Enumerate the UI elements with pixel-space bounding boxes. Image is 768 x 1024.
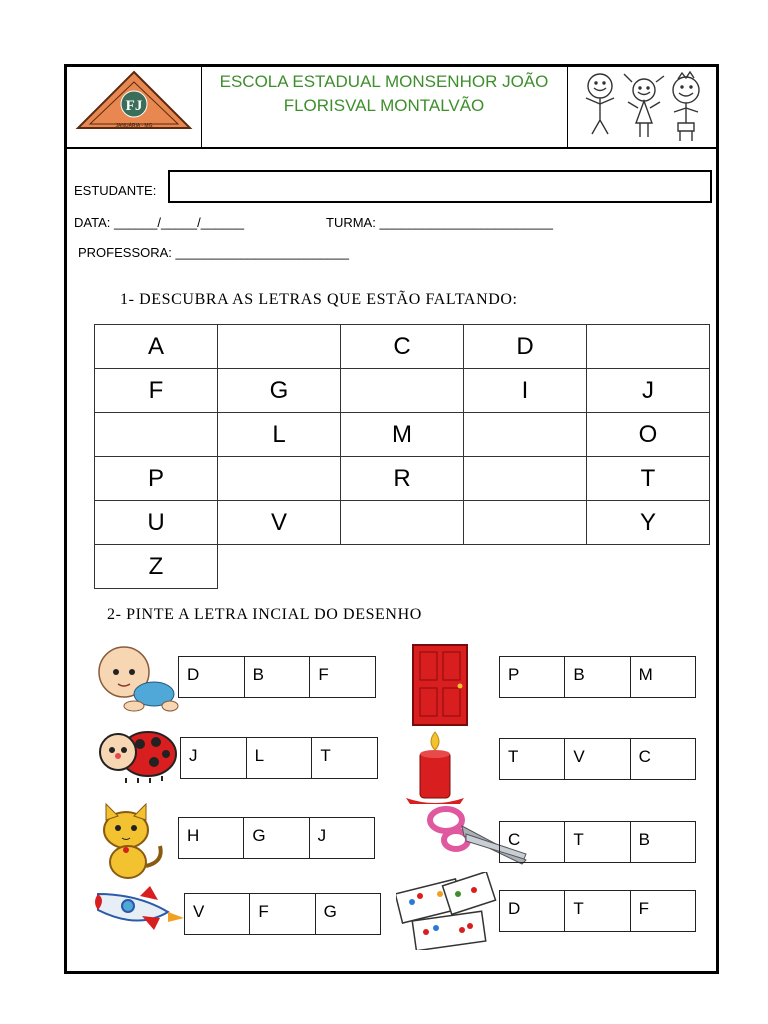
letter-option[interactable]: J xyxy=(317,826,327,845)
letter-option[interactable]: G xyxy=(244,818,309,858)
grid-cell: I xyxy=(464,369,587,413)
cat-icon xyxy=(98,800,168,880)
grid-empty xyxy=(587,545,710,589)
letter-option[interactable]: B xyxy=(565,657,630,697)
letter-option[interactable]: T xyxy=(500,739,565,779)
letter-option[interactable]: T xyxy=(320,746,331,765)
grid-row xyxy=(95,325,710,369)
grid-row xyxy=(95,457,710,501)
grid-cell[interactable] xyxy=(464,457,587,501)
grid-cell: T xyxy=(587,457,710,501)
grid-cell: M xyxy=(341,413,464,457)
date-label: DATA: ______/_____/______ xyxy=(74,215,245,230)
student-label: ESTUDANTE: xyxy=(74,183,157,198)
grid-cell: V xyxy=(218,501,341,545)
grid-cell[interactable] xyxy=(95,413,218,457)
logo-initials: FJ xyxy=(125,98,143,114)
letter-choice-box xyxy=(499,821,696,863)
letter-option[interactable]: H xyxy=(179,818,244,858)
letter-choice-box xyxy=(178,656,376,698)
grid-cell: P xyxy=(95,457,218,501)
letter-choice-box xyxy=(499,890,696,932)
header-divider-left xyxy=(201,67,202,147)
letter-option[interactable]: M xyxy=(638,665,653,684)
grid-cell: L xyxy=(218,413,341,457)
teacher-label: PROFESSORA: ________________________ xyxy=(78,245,350,260)
letter-option[interactable]: T xyxy=(565,822,630,862)
letter-choice-box xyxy=(499,738,696,780)
grid-cell[interactable] xyxy=(218,457,341,501)
letter-option[interactable]: C xyxy=(638,747,651,766)
letter-option[interactable]: C xyxy=(500,822,565,862)
grid-cell[interactable] xyxy=(341,369,464,413)
grid-cell: D xyxy=(464,325,587,369)
grid-row xyxy=(95,413,710,457)
door-icon xyxy=(412,644,468,726)
letter-option[interactable]: V xyxy=(565,739,630,779)
letter-choice-box xyxy=(184,893,381,935)
letter-option[interactable]: F xyxy=(250,894,315,934)
letter-option[interactable]: D xyxy=(500,891,565,931)
ladybug-icon xyxy=(96,718,180,784)
baby-icon xyxy=(94,642,180,714)
grid-cell: Y xyxy=(587,501,710,545)
grid-cell: J xyxy=(587,369,710,413)
letter-option[interactable]: D xyxy=(179,657,245,697)
grid-row xyxy=(95,545,710,589)
school-name xyxy=(204,70,564,118)
grid-cell: O xyxy=(587,413,710,457)
grid-row xyxy=(95,369,710,413)
letter-option[interactable]: P xyxy=(500,657,565,697)
header-divider-right xyxy=(567,67,568,147)
exercise1-title: 1- DESCUBRA AS LETRAS QUE ESTÃO FALTANDO: xyxy=(120,291,518,308)
school-logo xyxy=(74,70,194,132)
grid-cell[interactable] xyxy=(341,501,464,545)
grid-cell[interactable] xyxy=(218,325,341,369)
grid-cell: R xyxy=(341,457,464,501)
student-name-field[interactable] xyxy=(168,170,712,203)
grid-cell: G xyxy=(218,369,341,413)
candle-icon xyxy=(402,728,464,806)
grid-empty xyxy=(464,545,587,589)
school-name-line2: FLORISVAL MONTALVÃO xyxy=(283,96,485,115)
grid-cell: F xyxy=(95,369,218,413)
domino-icon xyxy=(396,872,502,950)
header-divider xyxy=(67,147,716,149)
grid-cell: A xyxy=(95,325,218,369)
grid-cell[interactable] xyxy=(464,413,587,457)
letter-option[interactable]: B xyxy=(638,830,650,849)
rocket-icon xyxy=(94,884,190,942)
letter-option[interactable]: T xyxy=(565,891,630,931)
grid-cell: Z xyxy=(95,545,218,589)
letter-option[interactable]: L xyxy=(247,738,313,778)
alphabet-grid xyxy=(94,324,710,589)
grid-empty xyxy=(341,545,464,589)
grid-cell[interactable] xyxy=(587,325,710,369)
letter-option[interactable]: J xyxy=(181,738,247,778)
letter-option[interactable]: F xyxy=(638,899,650,918)
grid-cell: U xyxy=(95,501,218,545)
letter-choice-box xyxy=(499,656,696,698)
logo-city: JANUÁRIA - MG xyxy=(115,123,153,129)
exercise2-title: 2- PINTE A LETRA INCIAL DO DESENHO xyxy=(107,606,422,623)
letter-option[interactable]: B xyxy=(245,657,311,697)
letter-option[interactable]: F xyxy=(318,665,329,684)
school-name-line1: ESCOLA ESTADUAL MONSENHOR JOÃO xyxy=(219,72,549,91)
grid-cell: C xyxy=(341,325,464,369)
class-label: TURMA: ________________________ xyxy=(326,215,553,230)
letter-option[interactable]: G xyxy=(323,902,337,921)
grid-row xyxy=(95,501,710,545)
children-drawing-icon xyxy=(574,68,716,144)
grid-cell[interactable] xyxy=(464,501,587,545)
letter-choice-box xyxy=(178,817,375,859)
grid-empty xyxy=(218,545,341,589)
letter-option[interactable]: V xyxy=(185,894,250,934)
letter-choice-box xyxy=(180,737,378,779)
